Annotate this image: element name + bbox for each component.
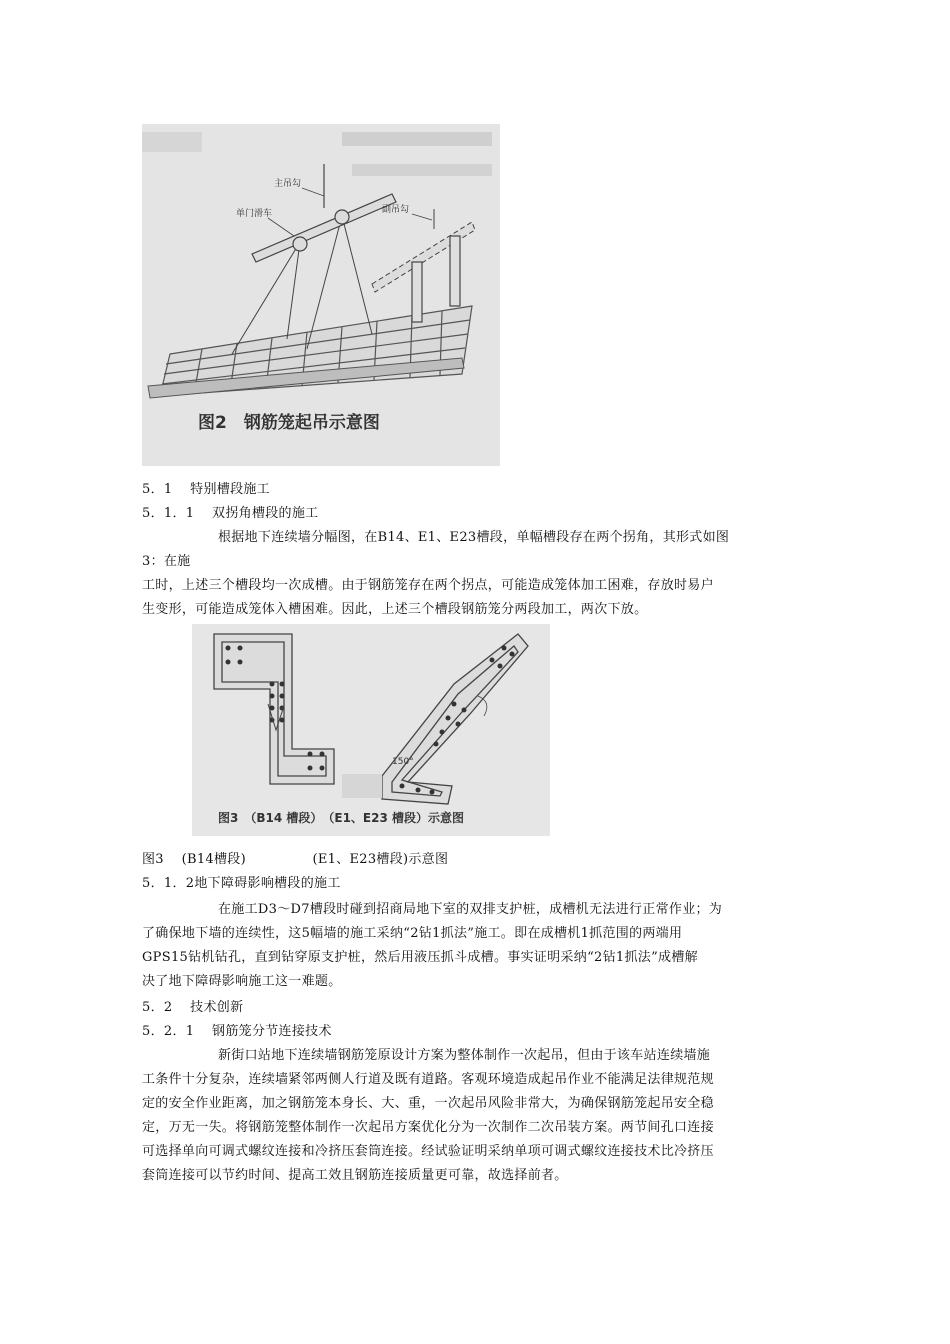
rebar-cage-lifting-diagram — [142, 124, 500, 466]
figure-3-caption: 图3 (B14槽段) (E1、E23槽段)示意图 — [142, 852, 449, 867]
paragraph-line: 了确保地下墙的连续性，这5幅墙的施工采纳“2钻1抓法”施工。即在成槽机1抓范围的两端用 — [142, 926, 683, 941]
corner-trench-section-diagram — [192, 624, 550, 836]
figure-2-caption: 图2 钢筋笼起吊示意图 — [198, 413, 380, 433]
paragraph-line: 3：在施 — [142, 554, 191, 569]
main-hook-label: 主吊勾 — [274, 179, 302, 189]
paragraph-line: 新街口站地下连续墙钢筋笼原设计方案为整体制作一次起吊，但由于该车站连续墙施 — [218, 1048, 711, 1063]
section-5-1-1-heading: 5．1．1 双拐角槽段的施工 — [142, 506, 319, 521]
paragraph-line: 在施工D3～D7槽段时碰到招商局地下室的双排支护桩，成槽机无法进行正常作业；为 — [218, 902, 723, 917]
angle-label: 150° — [392, 757, 414, 767]
section-5-2-1-heading: 5．2．1 钢筋笼分节连接技术 — [142, 1024, 332, 1039]
paragraph-line: 套筒连接可以节约时间、提高工效且钢筋连接质量更可靠，故选择前者。 — [142, 1168, 568, 1183]
paragraph-line: 生变形，可能造成笼体入槽困难。因此，上述三个槽段钢筋笼分两段加工，两次下放。 — [142, 602, 648, 617]
paragraph-line: 定，万无一失。将钢筋笼整体制作一次起吊方案优化分为一次制作二次吊装方案。两节间孔口连接 — [142, 1120, 714, 1135]
paragraph-line: 工时，上述三个槽段均一次成槽。由于钢筋笼存在两个拐点，可能造成笼体加工困难，存放时易户 — [142, 578, 714, 593]
figure-3-image — [192, 624, 550, 836]
paragraph-line: 决了地下障碍影响施工这一难题。 — [142, 974, 342, 989]
figure-3-inner-caption: 图3 （B14 槽段） （E1、E23 槽段）示意图 — [218, 811, 464, 825]
paragraph-line: 根据地下连续墙分幅图，在B14、E1、E23槽段，单幅槽段存在两个拐角，其形式如图 — [218, 530, 730, 545]
figure-2-image — [142, 124, 500, 466]
section-5-1-2-heading: 5．1．2地下障碍影响槽段的施工 — [142, 876, 341, 891]
paragraph-line: 定的安全作业距离，加之钢筋笼本身长、大、重，一次起吊风险非常大，为确保钢筋笼起吊安全稳 — [142, 1096, 714, 1111]
section-5-2-heading: 5．2 技术创新 — [142, 1000, 244, 1015]
single-pulley-label: 单门滑车 — [236, 209, 273, 219]
paragraph-line: 工条件十分复杂，连续墙紧邻两侧人行道及既有道路。客观环境造成起吊作业不能满足法律规范规 — [142, 1072, 714, 1087]
section-5-1-heading: 5．1 特别槽段施工 — [142, 482, 270, 497]
paragraph-line: 可选择单向可调式螺纹连接和冷挤压套筒连接。经试验证明采纳单项可调式螺纹连接技术比冷挤压 — [142, 1144, 714, 1159]
paragraph-line: GPS15钻机钻孔，直到钻穿原支护桩，然后用液压抓斗成槽。事实证明采纳“2钻1抓法”成槽解 — [142, 950, 698, 965]
aux-hook-label: 副吊勾 — [382, 205, 410, 215]
